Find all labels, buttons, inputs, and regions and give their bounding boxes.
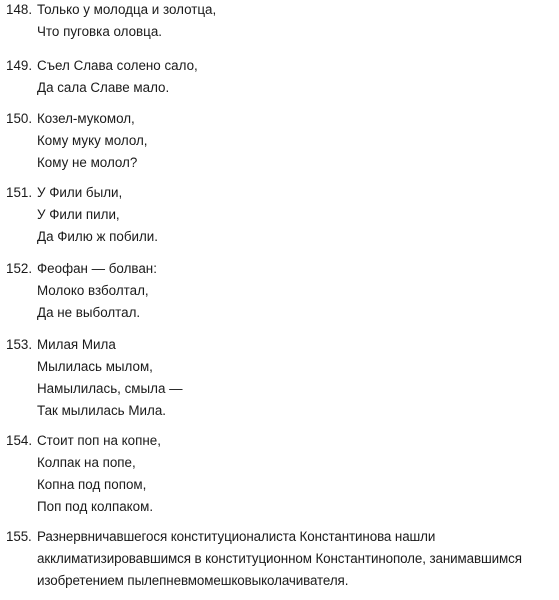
item-number: 150. xyxy=(6,111,33,126)
item-line: Да не выболтал. xyxy=(37,305,141,320)
item-line xyxy=(6,182,555,204)
item-number: 151. xyxy=(6,185,33,200)
item-line: У Фили пили, xyxy=(37,207,120,222)
item-line xyxy=(6,430,555,452)
item-number: 148. xyxy=(6,2,33,17)
item-text: У Фили были, xyxy=(37,185,123,200)
list-item-148 xyxy=(6,0,555,43)
item-text: Съел Слава солено сало, xyxy=(37,58,198,73)
list-item-153 xyxy=(6,334,555,422)
list-item-150 xyxy=(6,108,555,174)
item-line xyxy=(6,258,555,280)
item-line: Что пуговка оловца. xyxy=(37,24,163,39)
item-line xyxy=(6,526,555,548)
item-text: Феофан — болван: xyxy=(37,261,157,276)
item-line xyxy=(6,0,555,21)
list-item-155 xyxy=(6,526,555,592)
item-line: Так мылилась Мила. xyxy=(37,403,166,418)
item-line: Мылилась мылом, xyxy=(37,359,153,374)
item-number: 153. xyxy=(6,337,33,352)
list-item-149 xyxy=(6,55,555,99)
item-line: изобретением пылепневмомешковыколачивателя. xyxy=(37,573,349,588)
item-line: Кому не молол? xyxy=(37,155,138,170)
item-line: акклиматизировавшимся в конституционном Константинополе, занимавшимся xyxy=(37,551,522,566)
item-number: 149. xyxy=(6,58,33,73)
item-line: Намылилась, смыла — xyxy=(37,381,183,396)
item-text: Милая Мила xyxy=(37,337,116,352)
list-item-152 xyxy=(6,258,555,324)
item-number: 154. xyxy=(6,433,33,448)
item-text: Стоит поп на копне, xyxy=(37,433,161,448)
item-text: Разнервничавшегося конституционалиста Константинова нашли xyxy=(37,529,436,544)
item-text: Козел-мукомол, xyxy=(37,111,135,126)
item-line: Копна под попом, xyxy=(37,477,147,492)
list-item-151 xyxy=(6,182,555,248)
item-line: Колпак на попе, xyxy=(37,455,136,470)
item-line: Да Филю ж побили. xyxy=(37,229,159,244)
item-line: Поп под колпаком. xyxy=(37,499,154,514)
item-line: Да сала Славе мало. xyxy=(37,80,170,95)
item-text: Только у молодца и золотца, xyxy=(37,2,217,17)
item-number: 155. xyxy=(6,529,32,544)
item-line: Молоко взболтал, xyxy=(37,283,149,298)
item-line xyxy=(6,55,555,77)
item-line xyxy=(6,334,555,356)
item-line xyxy=(6,108,555,130)
item-line: Кому муку молол, xyxy=(37,133,148,148)
list-item-154 xyxy=(6,430,555,518)
item-number: 152. xyxy=(6,261,33,276)
